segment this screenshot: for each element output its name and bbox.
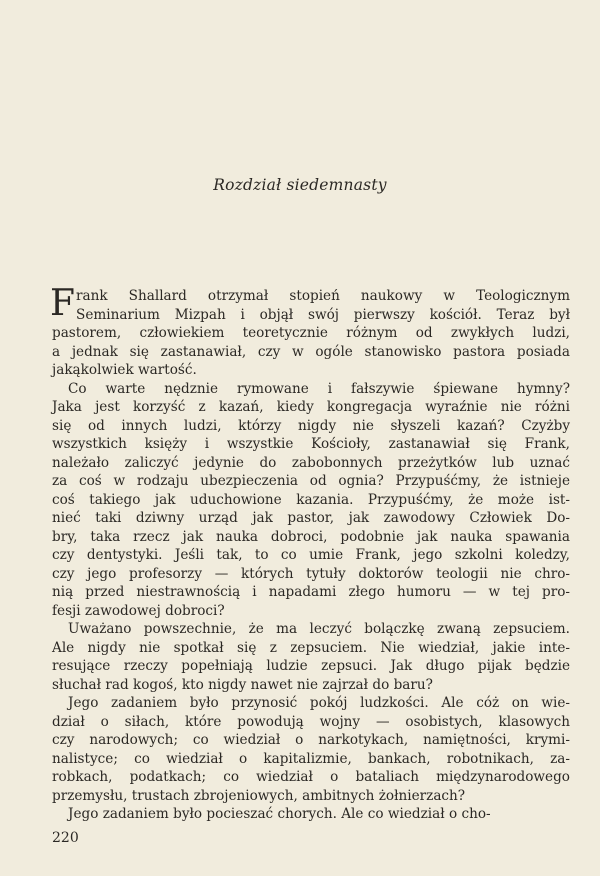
chapter-heading: Rozdział siedemnasty: [213, 176, 387, 194]
body-text: [50, 283, 570, 824]
text-line: nalistyce; co wiedział o kapitalizmie, bankach, robotnikach, za-: [52, 750, 570, 767]
text-line: wszystkich księży i wszystkie Kościoły, zastanawiał się Frank,: [52, 436, 570, 452]
text-line: robkach, podatkach; co wiedział o bataliach międzynarodowego: [52, 769, 570, 785]
text-line: bry, taka rzecz jak nauka dobroci, podobnie jak nauka spawania: [52, 528, 570, 545]
paragraph: [52, 694, 570, 805]
text-line: Uważano powszechnie, że ma leczyć bolączkę zwaną zepsuciem.: [68, 621, 570, 637]
text-line: Jego zadaniem było pocieszać chorych. Ale co wiedział o cho-: [68, 806, 491, 822]
text-line: za coś w rodzaju ubezpieczenia od ognia? Przypuśćmy, że istnieje: [52, 473, 570, 489]
text-line: Ale nigdy nie spotkał się z zepsuciem. Nie wiedział, jakie inte-: [52, 639, 570, 656]
text-line: słuchał rad kogoś, kto nigdy nawet nie zajrzał do baru?: [52, 676, 433, 693]
text-line: Jaka jest korzyść z kazań, kiedy kongregacja wyraźnie nie różni: [52, 399, 570, 415]
text-line: Seminarium Mizpah i objął swój pierwszy kościół. Teraz był: [76, 306, 570, 323]
text-line: się od innych ludzi, którzy nigdy nie słyszeli kazań? Czyżby: [52, 417, 570, 434]
text-line: rank Shallard otrzymał stopień naukowy w Teologicznym: [76, 288, 570, 304]
text-line: czy dentystyki. Jeśli tak, to co umie Frank, jego szkolni koledzy,: [52, 547, 570, 563]
drop-cap: F: [50, 283, 75, 324]
text-line: należało zaliczyć jedynie do zabobonnych przeżytków lub uznać: [52, 454, 570, 471]
text-line: nią przed niestrawnością i napadami złego humoru — w tej pro-: [52, 584, 570, 600]
paragraph: [50, 283, 570, 380]
paragraph: [52, 620, 570, 694]
text-line: Co warte nędznie rymowane i fałszywie śpiewane hymny?: [68, 380, 570, 397]
text-line: fesji zawodowej dobroci?: [52, 602, 225, 619]
text-line: a jednak się zastanawiał, czy w ogóle stanowisko pastora posiada: [52, 343, 570, 360]
text-line: Jego zadaniem było przynosić pokój ludzkości. Ale cóż on wie-: [68, 695, 570, 711]
text-line: przemysłu, trustach zbrojeniowych, ambitnych żołnierzach?: [52, 787, 466, 804]
text-line: resujące rzeczy popełniają ludzie zepsuci. Jak długo pijak będzie: [52, 658, 570, 674]
text-line: czy narodowych; co wiedział o narkotykach, namiętności, krymi-: [52, 732, 570, 748]
paragraph: [52, 805, 570, 824]
text-line: pastorem, człowiekiem teoretycznie różnym od zwykłych ludzi,: [52, 325, 570, 341]
text-line: jakąkolwiek wartość.: [52, 362, 197, 378]
text-line: czy jego profesorzy — których tytuły doktorów teologii nie chro-: [52, 565, 570, 582]
paragraph: [52, 380, 570, 621]
text-line: coś takiego jak uduchowione kazania. Przypuśćmy, że może ist-: [52, 491, 570, 508]
text-line: nieć taki dziwny urząd jak pastor, jak zawodowy Człowiek Do-: [52, 510, 570, 526]
text-line: dział o siłach, które powodują wojny — osobistych, klasowych: [52, 713, 570, 730]
page-number: 220: [52, 830, 79, 846]
